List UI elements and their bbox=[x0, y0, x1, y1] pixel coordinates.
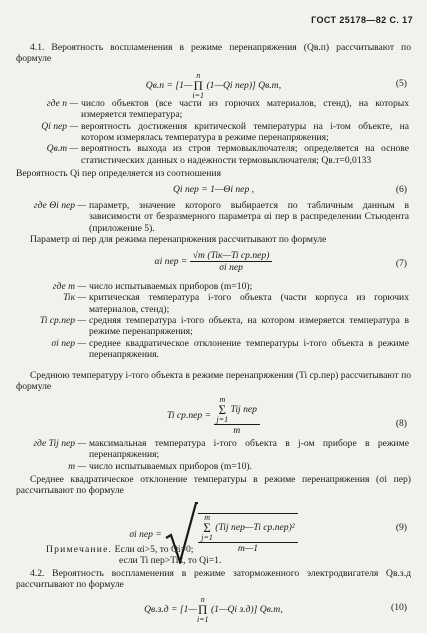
equation-number-5: (5) bbox=[395, 78, 407, 89]
definition-row bbox=[16, 281, 409, 292]
formula-5-rhs: (1—Qi пер)] Qв.т, bbox=[206, 79, 282, 91]
formula-7-fraction bbox=[190, 250, 273, 274]
definition-symbol: σi пер — bbox=[51, 337, 86, 349]
product-lower-limit: i=1 bbox=[192, 90, 205, 100]
formula-8 bbox=[0, 396, 427, 436]
definition-text: число испытываемых приборов (m=10). bbox=[89, 460, 252, 472]
formula-5 bbox=[0, 72, 427, 100]
section-4-2-intro: 4.2. Вероятность воспламенения в режиме заторможенного электродвигателя Qв.з.д рассчитывают по формуле bbox=[16, 568, 411, 591]
formula-7-lhs: αi пер = bbox=[154, 256, 188, 268]
definition-text: критическая температура i-того объекта (части корпуса из горючих материалов, стенд); bbox=[89, 292, 409, 315]
formula-7 bbox=[0, 250, 427, 274]
sum-upper-limit: m bbox=[204, 513, 210, 523]
equation-number-9: (9) bbox=[395, 522, 407, 533]
definition-symbol: где n — bbox=[46, 98, 78, 109]
definition-symbol: Tiк — bbox=[63, 292, 86, 304]
section-4-1-intro: 4.1. Вероятность воспламенения в режиме перенапряжения (Qв.п) рассчитывают по формуле bbox=[16, 42, 411, 65]
qi-relation-intro: Вероятность Qi пер определяется из соотношения bbox=[16, 168, 221, 179]
definition-text: среднее квадратическое отклонение температуры i-того объекта в режиме перенапряжения. bbox=[89, 337, 409, 360]
definition-row bbox=[16, 292, 409, 315]
definition-row bbox=[16, 121, 409, 144]
formula-9-lhs: σi пер = bbox=[129, 528, 162, 540]
equation-number-10: (10) bbox=[391, 602, 407, 613]
fraction-denominator: m—1 bbox=[237, 542, 259, 554]
fraction-numerator bbox=[198, 514, 297, 543]
fraction-denominator: m bbox=[233, 424, 241, 436]
definition-row bbox=[16, 315, 409, 338]
formula-10 bbox=[0, 596, 427, 624]
definitions-8 bbox=[16, 438, 409, 472]
product-symbol: Π bbox=[198, 601, 208, 617]
definition-row bbox=[16, 438, 409, 461]
sum-lower-limit: j=1 bbox=[201, 533, 213, 543]
definition-row bbox=[16, 338, 409, 361]
definition-text: число испытываемых приборов (m=10); bbox=[89, 281, 253, 292]
definition-row bbox=[16, 143, 409, 166]
std-dev-intro: Среднее квадратическое отклонение температуры в режиме перенапряжения (σi пер) рассчитывают по формуле bbox=[16, 474, 411, 497]
product-upper-limit: n bbox=[196, 71, 201, 80]
definition-text: вероятность достижения критической температуры на i-том объекте, на котором измерялась температура в режиме перенапряжения; bbox=[81, 120, 409, 143]
equation-number-8: (8) bbox=[395, 418, 407, 429]
alpha-param-intro: Параметр αi пер для режима перенапряжения рассчитывают по формуле bbox=[30, 234, 327, 245]
formula-6: Qi пер = 1—Θi пер , bbox=[172, 184, 255, 195]
formula-10-product bbox=[197, 596, 209, 624]
definition-text: число объектов (все части из горючих материалов, стенд), на которых измеряется температура; bbox=[81, 98, 409, 121]
definition-row bbox=[16, 461, 409, 472]
definition-text: средняя температура i-того объекта, на котором измеряется температура в режиме перенапряжения; bbox=[89, 314, 409, 338]
product-symbol: Π bbox=[193, 77, 203, 93]
definition-symbol: где m — bbox=[52, 281, 86, 292]
note-line-1 bbox=[46, 544, 221, 555]
summation bbox=[217, 396, 229, 424]
note-condition-1: Если αi>5, то Qi=0; bbox=[114, 544, 194, 555]
definition-text: максимальная температура i-того объекта в j-ом приборе в режиме перенапряжения; bbox=[89, 438, 409, 461]
definition-symbol: m — bbox=[68, 460, 86, 472]
definitions-6 bbox=[16, 200, 409, 234]
definitions-7 bbox=[16, 281, 409, 360]
sum-term: Tij пер bbox=[230, 403, 257, 415]
equation-number-7: (7) bbox=[395, 258, 407, 269]
definition-row bbox=[16, 200, 409, 234]
formula-10-rhs: (1—Qi з.д)] Qв.т, bbox=[210, 603, 283, 615]
summation bbox=[201, 514, 213, 542]
sum-lower-limit: j=1 bbox=[216, 414, 229, 424]
sum-symbol: Σ bbox=[218, 401, 227, 417]
note bbox=[46, 544, 221, 567]
definitions-5 bbox=[16, 98, 409, 166]
definition-symbol: Qв.т — bbox=[46, 143, 78, 155]
definition-symbol: Ti ср.пер — bbox=[39, 314, 86, 326]
mean-temp-intro: Среднюю температуру i-того объекта в режиме перенапряжения (Ti ср.пер) рассчитывают по формуле bbox=[16, 370, 411, 393]
formula-10-lhs: Qв.з.д = [1— bbox=[144, 603, 197, 615]
sum-term: (Tij пер—Ti ср.пер)² bbox=[215, 522, 295, 534]
definition-symbol: где Θi пер — bbox=[33, 200, 86, 211]
sum-symbol: Σ bbox=[203, 519, 211, 535]
formula-8-fraction bbox=[214, 396, 260, 436]
note-condition-2: если Ti пер>Tiк, то Qi=1. bbox=[119, 555, 222, 567]
note-label: Примечание. bbox=[46, 544, 113, 555]
definition-text: вероятность выхода из строя термовыключателя; определяется на основе статистических данных о надежности термовыключателя; Qв.т=0,0133 bbox=[81, 143, 409, 166]
equation-number-6: (6) bbox=[395, 184, 407, 195]
definition-row bbox=[16, 98, 409, 121]
fraction-numerator bbox=[214, 396, 260, 425]
page-header: ГОСТ 25178—82 С. 17 bbox=[311, 15, 413, 25]
definition-symbol: Qi пер — bbox=[41, 120, 78, 132]
product-upper-limit: n bbox=[200, 595, 205, 604]
definition-text: параметр, значение которого выбирается по табличным данным в зависимости от безразмерного параметра αi пер в распределении Стьюдента (приложение 5). bbox=[89, 200, 409, 234]
formula-5-product bbox=[192, 72, 204, 100]
sum-upper-limit: m bbox=[219, 395, 226, 404]
fraction-denominator: σi пер bbox=[219, 262, 243, 274]
formula-5-lhs: Qв.п = [1— bbox=[145, 79, 193, 91]
product-lower-limit: i=1 bbox=[196, 614, 209, 624]
definition-symbol: где Tij пер — bbox=[33, 438, 86, 449]
formula-8-lhs: Ti ср.пер = bbox=[167, 410, 212, 422]
fraction-numerator: √m (Tiк—Ti ср.пер) bbox=[190, 250, 273, 262]
